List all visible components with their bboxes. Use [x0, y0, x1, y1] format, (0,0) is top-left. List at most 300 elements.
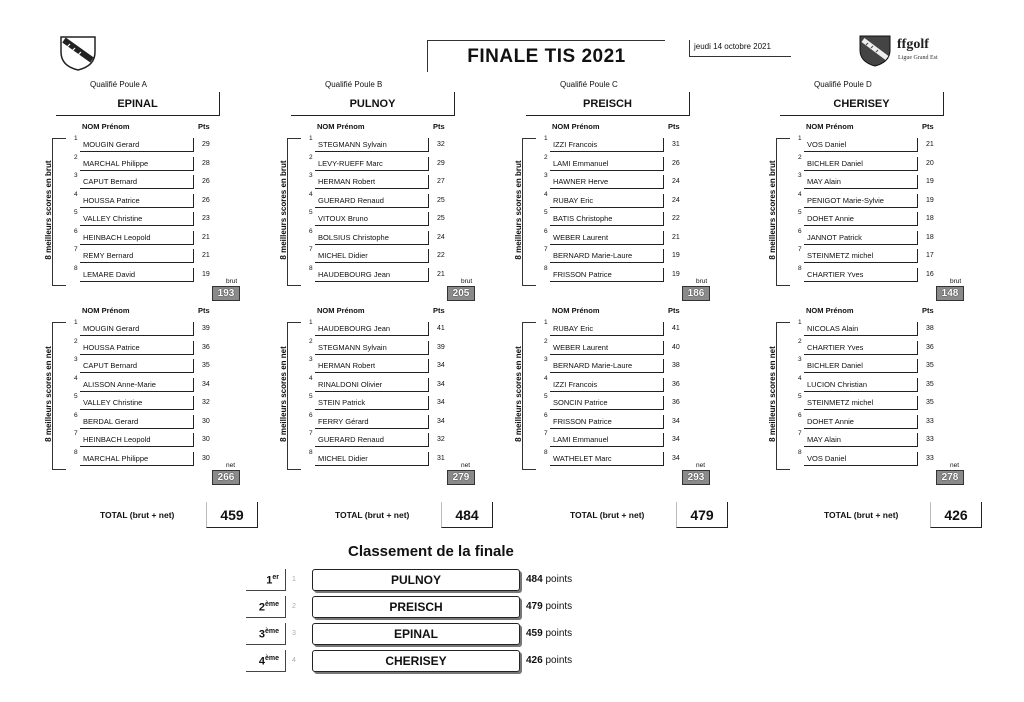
player-points: 41 — [672, 325, 680, 332]
team-total: 484 — [441, 502, 493, 528]
player-name: MOUGIN Gerard — [80, 138, 194, 152]
player-name: LAMI Emmanuel — [550, 433, 664, 447]
column-header — [500, 122, 700, 134]
net-scores-block — [30, 306, 236, 483]
player-points: 29 — [202, 141, 210, 148]
player-points: 25 — [437, 215, 445, 222]
player-rank: 6 — [309, 411, 313, 419]
net-total: 266 — [212, 470, 240, 485]
player-name: WEBER Laurent — [550, 341, 664, 355]
brut-total: 205 — [447, 286, 475, 301]
player-rank: 1 — [544, 319, 548, 326]
player-points: 21 — [926, 141, 934, 148]
player-row — [30, 190, 230, 209]
player-row — [754, 227, 954, 246]
player-rank: 2 — [544, 153, 548, 161]
player-name: FERRY Gérard — [315, 415, 429, 429]
player-name: MOUGIN Gerard — [80, 322, 194, 336]
player-points: 17 — [926, 252, 934, 259]
brut-total: 148 — [936, 286, 964, 301]
header-pts: Pts — [668, 122, 680, 131]
team-total: 459 — [206, 502, 258, 528]
team-qualification: Qualifié Poule C — [560, 80, 618, 89]
player-points: 16 — [926, 270, 934, 278]
player-name: STEGMANN Sylvain — [315, 341, 429, 355]
column-header — [265, 306, 465, 318]
ranking-row — [246, 569, 606, 591]
page-title: FINALE TIS 2021 — [427, 40, 665, 72]
player-name: GUERARD Renaud — [315, 194, 429, 208]
player-rank: 4 — [798, 190, 802, 198]
player-row — [754, 134, 954, 153]
player-points: 36 — [672, 399, 680, 406]
ranking-position — [246, 623, 286, 645]
player-row — [754, 208, 954, 227]
player-points: 21 — [202, 233, 210, 241]
ranking-points-unit: points — [545, 574, 573, 585]
ranking-team: PREISCH — [312, 596, 520, 618]
net-vertical-label: 8 meilleurs scores en net — [44, 346, 53, 442]
net-scores-block — [754, 306, 960, 483]
header-pts: Pts — [198, 306, 210, 315]
player-row — [754, 245, 954, 264]
player-name: IZZI Francois — [550, 138, 664, 152]
ranking-position — [246, 569, 286, 591]
player-points: 33 — [926, 436, 934, 443]
player-name: RUBAY Eric — [550, 322, 664, 336]
ranking-number: 1 — [266, 574, 273, 587]
player-rank: 6 — [74, 227, 78, 235]
player-rank: 7 — [309, 430, 313, 437]
player-points: 26 — [202, 178, 210, 185]
player-row — [754, 355, 954, 374]
header-nom-prenom: NOM Prénom — [317, 306, 365, 315]
ranking-number: 3 — [258, 628, 265, 641]
player-name: REMY Bernard — [80, 249, 194, 263]
player-points: 32 — [437, 436, 445, 443]
ranking-team: EPINAL — [312, 623, 520, 645]
player-rank: 4 — [309, 190, 313, 198]
team-total-row — [794, 500, 1024, 528]
ranking-index: 3 — [292, 630, 296, 637]
player-row — [265, 245, 465, 264]
player-name: STEINMETZ michel — [804, 396, 918, 410]
player-points: 38 — [926, 325, 934, 332]
player-points: 31 — [672, 141, 680, 148]
player-rank: 5 — [798, 393, 802, 400]
team-total: 479 — [676, 502, 728, 528]
player-row — [30, 392, 230, 411]
player-name: MICHEL Didier — [315, 249, 429, 263]
ranking-points — [526, 655, 572, 666]
player-points: 24 — [437, 233, 445, 241]
player-row — [500, 429, 700, 448]
region-shield-logo — [58, 34, 98, 72]
team-qualification: Qualifié Poule D — [814, 80, 872, 89]
player-points: 34 — [202, 380, 210, 388]
player-name: FRISSON Patrice — [550, 268, 664, 282]
player-points: 33 — [926, 417, 934, 425]
player-row — [500, 134, 700, 153]
player-rank: 5 — [74, 209, 78, 216]
player-points: 35 — [926, 362, 934, 369]
header-pts: Pts — [668, 306, 680, 315]
player-points: 32 — [202, 399, 210, 406]
header-pts: Pts — [433, 122, 445, 131]
player-row — [754, 318, 954, 337]
header-nom-prenom: NOM Prénom — [82, 306, 130, 315]
shield-icon — [58, 34, 98, 72]
player-row — [265, 153, 465, 172]
player-name: VOS Daniel — [804, 452, 918, 466]
player-name: HOUSSA Patrice — [80, 194, 194, 208]
ranking-position — [246, 650, 286, 672]
player-name: GUERARD Renaud — [315, 433, 429, 447]
player-points: 41 — [437, 325, 445, 332]
brut-label: brut — [696, 278, 708, 285]
player-name: BICHLER Daniel — [804, 157, 918, 171]
header-pts: Pts — [198, 122, 210, 131]
player-name: BOLSIUS Christophe — [315, 231, 429, 245]
brut-vertical-label: 8 meilleurs scores en brut — [44, 160, 53, 260]
player-points: 30 — [202, 454, 210, 462]
player-name: ALISSON Anne-Marie — [80, 378, 194, 392]
player-points: 31 — [437, 454, 445, 462]
player-row — [265, 264, 465, 283]
net-total: 279 — [447, 470, 475, 485]
player-rank: 6 — [544, 411, 548, 419]
player-rank: 5 — [544, 209, 548, 216]
player-points: 34 — [672, 417, 680, 425]
player-name: VOS Daniel — [804, 138, 918, 152]
player-name: JANNOT Patrick — [804, 231, 918, 245]
player-row — [500, 337, 700, 356]
player-row — [265, 190, 465, 209]
player-points: 40 — [672, 343, 680, 351]
player-rank: 7 — [798, 430, 802, 437]
player-points: 22 — [672, 215, 680, 222]
player-rank: 8 — [544, 264, 548, 272]
player-rank: 3 — [309, 172, 313, 179]
player-rank: 4 — [544, 374, 548, 382]
player-row — [30, 208, 230, 227]
header-pts: Pts — [922, 306, 934, 315]
team-name: CHERISEY — [780, 92, 944, 116]
player-name: HOUSSA Patrice — [80, 341, 194, 355]
player-row — [30, 264, 230, 283]
player-rank: 2 — [74, 337, 78, 345]
ranking-points-unit: points — [545, 628, 573, 639]
player-name: VALLEY Christine — [80, 212, 194, 226]
player-row — [754, 190, 954, 209]
brut-total: 193 — [212, 286, 240, 301]
player-points: 34 — [672, 436, 680, 443]
player-rank: 4 — [544, 190, 548, 198]
player-rank: 6 — [309, 227, 313, 235]
player-rank: 1 — [74, 135, 78, 142]
player-row — [265, 392, 465, 411]
player-row — [754, 264, 954, 283]
player-points: 34 — [437, 362, 445, 369]
player-rank: 2 — [309, 153, 313, 161]
player-row — [30, 153, 230, 172]
player-points: 19 — [672, 270, 680, 278]
player-points: 36 — [202, 343, 210, 351]
player-name: CHARTIER Yves — [804, 341, 918, 355]
player-name: WEBER Laurent — [550, 231, 664, 245]
player-name: BERNARD Marie-Laure — [550, 249, 664, 263]
player-row — [30, 227, 230, 246]
player-row — [500, 245, 700, 264]
player-name: BATIS Christophe — [550, 212, 664, 226]
player-rank: 2 — [309, 337, 313, 345]
team-column — [265, 80, 473, 483]
player-row — [30, 134, 230, 153]
player-row — [754, 448, 954, 467]
total-label: TOTAL (brut + net) — [824, 510, 899, 520]
header-nom-prenom: NOM Prénom — [82, 122, 130, 131]
player-rank: 6 — [798, 411, 802, 419]
player-rank: 1 — [309, 135, 313, 142]
total-label: TOTAL (brut + net) — [100, 510, 175, 520]
player-row — [265, 429, 465, 448]
player-name: VITOUX Bruno — [315, 212, 429, 226]
player-name: CAPUT Bernard — [80, 359, 194, 373]
player-points: 21 — [437, 270, 445, 278]
player-row — [500, 318, 700, 337]
player-row — [265, 227, 465, 246]
player-rank: 2 — [798, 337, 802, 345]
brut-total: 186 — [682, 286, 710, 301]
ranking-team: PULNOY — [312, 569, 520, 591]
brut-label: brut — [461, 278, 473, 285]
player-row — [265, 374, 465, 393]
player-name: MARCHAL Philippe — [80, 157, 194, 171]
player-row — [754, 171, 954, 190]
ffgolf-shield-icon — [858, 34, 892, 68]
ranking-points — [526, 628, 572, 639]
player-rank: 1 — [798, 135, 802, 142]
player-name: MICHEL Didier — [315, 452, 429, 466]
player-name: HEINBACH Leopold — [80, 231, 194, 245]
event-date: jeudi 14 octobre 2021 — [689, 40, 791, 57]
ranking-points — [526, 574, 572, 585]
player-rank: 3 — [74, 172, 78, 179]
column-header — [30, 122, 230, 134]
player-points: 34 — [672, 454, 680, 462]
player-points: 19 — [202, 270, 210, 278]
player-row — [265, 171, 465, 190]
player-points: 27 — [437, 178, 445, 185]
player-rank: 3 — [544, 356, 548, 363]
player-rank: 7 — [544, 246, 548, 253]
player-rank: 4 — [74, 374, 78, 382]
player-rank: 4 — [798, 374, 802, 382]
player-rank: 8 — [309, 264, 313, 272]
player-points: 28 — [202, 159, 210, 167]
net-total: 293 — [682, 470, 710, 485]
ranking-row — [246, 650, 606, 672]
net-label: net — [226, 462, 236, 469]
brut-vertical-label: 8 meilleurs scores en brut — [279, 160, 288, 260]
player-row — [754, 374, 954, 393]
player-name: MAY Alain — [804, 175, 918, 189]
ranking-index: 1 — [292, 576, 296, 583]
brut-scores-block — [30, 122, 238, 299]
player-rank: 1 — [798, 319, 802, 326]
player-rank: 6 — [74, 411, 78, 419]
player-rank: 8 — [74, 448, 78, 456]
ranking-suffix: ème — [264, 655, 279, 662]
player-rank: 5 — [74, 393, 78, 400]
team-qualification: Qualifié Poule A — [90, 80, 147, 89]
player-name: BICHLER Daniel — [804, 359, 918, 373]
total-label: TOTAL (brut + net) — [570, 510, 645, 520]
header-nom-prenom: NOM Prénom — [552, 306, 600, 315]
header-nom-prenom: NOM Prénom — [806, 122, 854, 131]
player-points: 34 — [437, 399, 445, 406]
player-points: 36 — [672, 380, 680, 388]
player-rank: 5 — [798, 209, 802, 216]
player-rank: 4 — [309, 374, 313, 382]
player-rank: 2 — [544, 337, 548, 345]
player-name: RINALDONI Olivier — [315, 378, 429, 392]
team-total-row — [305, 500, 535, 528]
player-points: 30 — [202, 436, 210, 443]
player-row — [30, 411, 230, 430]
player-points: 21 — [672, 233, 680, 241]
ranking-position — [246, 596, 286, 618]
net-label: net — [461, 462, 471, 469]
brut-label: brut — [226, 278, 238, 285]
ranking-team: CHERISEY — [312, 650, 520, 672]
player-rank: 3 — [798, 172, 802, 179]
player-points: 20 — [926, 159, 934, 167]
ffgolf-brand: ffgolf — [897, 37, 929, 52]
player-name: WATHELET Marc — [550, 452, 664, 466]
player-row — [500, 374, 700, 393]
player-points: 35 — [926, 399, 934, 406]
player-points: 23 — [202, 215, 210, 222]
column-header — [500, 306, 700, 318]
player-points: 36 — [926, 343, 934, 351]
player-points: 30 — [202, 417, 210, 425]
ranking-points-value: 459 — [526, 628, 543, 639]
ranking-points-value: 479 — [526, 601, 543, 612]
player-rank: 8 — [74, 264, 78, 272]
player-name: CHARTIER Yves — [804, 268, 918, 282]
brut-vertical-label: 8 meilleurs scores en brut — [768, 160, 777, 260]
player-name: DOHET Annie — [804, 212, 918, 226]
player-points: 19 — [926, 196, 934, 204]
player-name: LAMI Emmanuel — [550, 157, 664, 171]
player-row — [500, 264, 700, 283]
player-name: FRISSON Patrice — [550, 415, 664, 429]
player-rank: 2 — [74, 153, 78, 161]
player-points: 39 — [437, 343, 445, 351]
player-rank: 7 — [798, 246, 802, 253]
header-pts: Pts — [433, 306, 445, 315]
player-name: HERMAN Robert — [315, 175, 429, 189]
player-row — [500, 411, 700, 430]
brut-scores-block — [265, 122, 473, 299]
player-points: 21 — [202, 252, 210, 259]
player-rank: 3 — [798, 356, 802, 363]
player-points: 35 — [926, 380, 934, 388]
column-header — [754, 122, 954, 134]
net-label: net — [950, 462, 960, 469]
player-points: 33 — [926, 454, 934, 462]
net-scores-block — [265, 306, 471, 483]
player-rank: 5 — [544, 393, 548, 400]
ffgolf-sub: Ligue Grand Est — [898, 55, 938, 61]
player-points: 18 — [926, 233, 934, 241]
player-row — [30, 245, 230, 264]
player-rank: 1 — [309, 319, 313, 326]
brut-label: brut — [950, 278, 962, 285]
player-points: 25 — [437, 196, 445, 204]
net-vertical-label: 8 meilleurs scores en net — [279, 346, 288, 442]
player-points: 24 — [672, 196, 680, 204]
player-name: LEVY-RUEFF Marc — [315, 157, 429, 171]
player-rank: 2 — [798, 153, 802, 161]
player-row — [265, 355, 465, 374]
player-row — [265, 411, 465, 430]
player-points: 18 — [926, 215, 934, 222]
player-points: 29 — [437, 159, 445, 167]
player-points: 34 — [437, 417, 445, 425]
player-row — [30, 171, 230, 190]
player-points: 34 — [437, 380, 445, 388]
player-row — [500, 448, 700, 467]
brut-scores-block — [500, 122, 708, 299]
team-total-row — [540, 500, 770, 528]
ranking-points-value: 426 — [526, 655, 543, 666]
net-label: net — [696, 462, 706, 469]
player-name: RUBAY Eric — [550, 194, 664, 208]
column-header — [754, 306, 954, 318]
player-name: HAUDEBOURG Jean — [315, 322, 429, 336]
ranking-suffix: ème — [264, 601, 279, 608]
team-total: 426 — [930, 502, 982, 528]
player-name: SONCIN Patrice — [550, 396, 664, 410]
net-vertical-label: 8 meilleurs scores en net — [768, 346, 777, 442]
player-points: 22 — [437, 252, 445, 259]
player-row — [754, 392, 954, 411]
player-name: STEINMETZ michel — [804, 249, 918, 263]
team-column — [30, 80, 238, 483]
ranking-row — [246, 596, 606, 618]
player-name: HERMAN Robert — [315, 359, 429, 373]
player-points: 19 — [926, 178, 934, 185]
ranking-index: 4 — [292, 657, 296, 664]
player-row — [30, 374, 230, 393]
ranking-points-unit: points — [545, 655, 573, 666]
column-header — [30, 306, 230, 318]
team-qualification: Qualifié Poule B — [325, 80, 383, 89]
net-vertical-label: 8 meilleurs scores en net — [514, 346, 523, 442]
player-rank: 6 — [798, 227, 802, 235]
player-points: 19 — [672, 252, 680, 259]
player-name: LUCION Christian — [804, 378, 918, 392]
player-rank: 3 — [309, 356, 313, 363]
player-rank: 3 — [544, 172, 548, 179]
player-row — [30, 448, 230, 467]
team-name: EPINAL — [56, 92, 220, 116]
player-row — [500, 208, 700, 227]
player-row — [30, 355, 230, 374]
player-row — [500, 392, 700, 411]
